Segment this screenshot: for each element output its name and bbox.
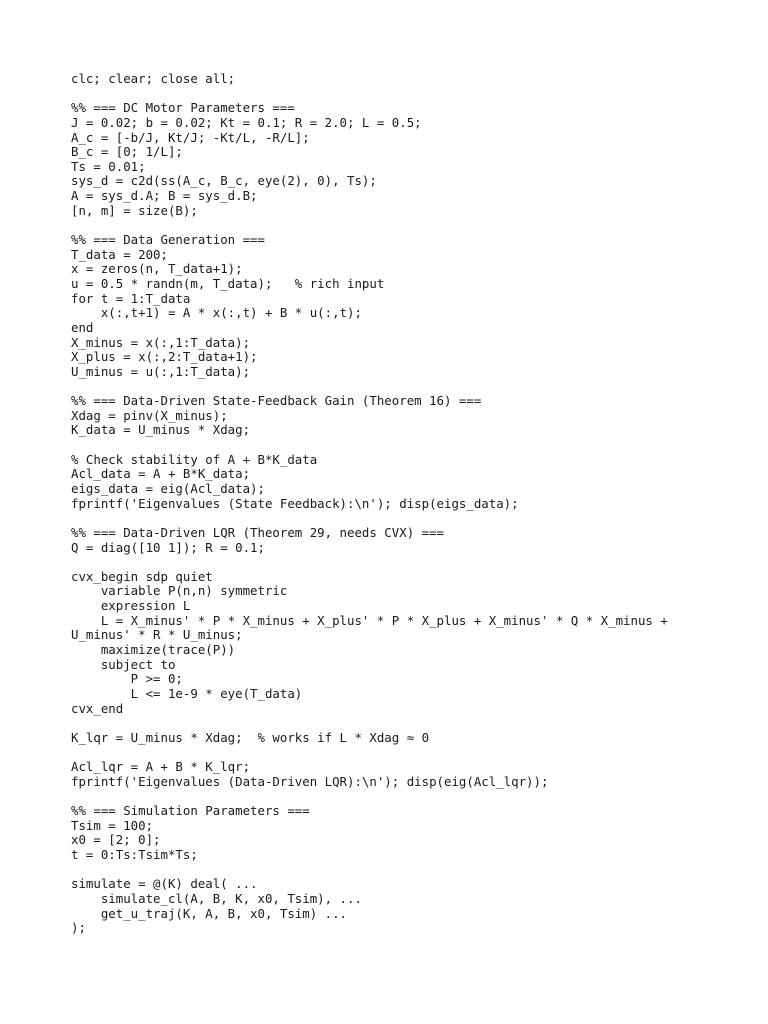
code-line: %% === Data Generation === <box>71 232 265 248</box>
code-line: x0 = [2; 0]; <box>71 832 161 848</box>
code-line: K_lqr = U_minus * Xdag; % works if L * Xdag ≈ 0 <box>71 729 430 745</box>
code-line: simulate = @(K) deal( ... <box>71 876 258 892</box>
code-line: t = 0:Ts:Tsim*Ts; <box>71 846 198 862</box>
code-line: A_c = [-b/J, Kt/J; -Kt/L, -R/L]; <box>71 129 310 145</box>
code-line: fprintf('Eigenvalues (State Feedback):\n'); disp(eigs_data); <box>71 495 519 511</box>
code-line: L <= 1e-9 * eye(T_data) <box>71 685 303 701</box>
code-line: Tsim = 100; <box>71 817 154 833</box>
code-line: X_plus = x(:,2:T_data+1); <box>71 349 258 365</box>
code-line: T_data = 200; <box>71 246 168 262</box>
code-line: Q = diag([10 1]); R = 0.1; <box>71 539 265 555</box>
code-line: Xdag = pinv(X_minus); <box>71 407 228 423</box>
code-line: end <box>71 319 94 335</box>
code-line: fprintf('Eigenvalues (Data-Driven LQR):\n'); disp(eig(Acl_lqr)); <box>71 773 549 789</box>
code-line: x(:,t+1) = A * x(:,t) + B * u(:,t); <box>71 305 362 321</box>
code-line: get_u_traj(K, A, B, x0, Tsim) ... <box>71 905 348 921</box>
code-line <box>71 745 731 760</box>
code-line: K_data = U_minus * Xdag; <box>71 422 251 438</box>
code-line: cvx_begin sdp quiet <box>71 568 213 584</box>
code-line: eigs_data = eig(Acl_data); <box>71 480 265 496</box>
code-line <box>71 438 731 453</box>
code-line: Acl_lqr = A + B * K_lqr; <box>71 759 251 775</box>
code-line: Acl_data = A + B*K_data; <box>71 466 251 482</box>
code-line: x = zeros(n, T_data+1); <box>71 261 243 277</box>
code-line: clc; clear; close all; <box>71 71 236 86</box>
code-line: %% === Data-Driven State-Feedback Gain (Theorem 16) === <box>71 393 482 409</box>
code-line <box>71 863 731 878</box>
code-line: A = sys_d.A; B = sys_d.B; <box>71 188 258 204</box>
code-line: %% === Simulation Parameters === <box>71 803 310 819</box>
code-line: %% === DC Motor Parameters === <box>71 100 295 116</box>
code-line: B_c = [0; 1/L]; <box>71 144 183 160</box>
code-line <box>71 218 731 233</box>
code-line: sys_d = c2d(ss(A_c, B_c, eye(2), 0), Ts); <box>71 173 377 189</box>
code-line <box>71 379 731 394</box>
code-line: J = 0.02; b = 0.02; Kt = 0.1; R = 2.0; L = 0.5; <box>71 114 422 130</box>
code-line: %% === Data-Driven LQR (Theorem 29, needs CVX) === <box>71 524 444 540</box>
code-line: variable P(n,n) symmetric <box>71 583 288 599</box>
code-line: Ts = 0.01; <box>71 158 146 174</box>
code-line: cvx_end <box>71 700 124 716</box>
code-line: L = X_minus' * P * X_minus + X_plus' * P * X_plus + X_minus' * Q * X_minus + <box>71 612 668 628</box>
code-line: expression L <box>71 598 191 614</box>
code-listing <box>71 72 731 936</box>
code-line <box>71 87 731 102</box>
code-line <box>71 716 731 731</box>
code-line: subject to <box>71 656 176 672</box>
code-line <box>71 511 731 526</box>
code-line: P >= 0; <box>71 671 183 687</box>
code-line <box>71 555 731 570</box>
code-line: ); <box>71 920 86 936</box>
code-line: X_minus = x(:,1:T_data); <box>71 334 251 350</box>
code-line: for t = 1:T_data <box>71 290 191 306</box>
code-line: U_minus' * R * U_minus; <box>71 627 243 643</box>
code-line: simulate_cl(A, B, K, x0, Tsim), ... <box>71 890 362 906</box>
code-line: maximize(trace(P)) <box>71 641 236 657</box>
code-line: U_minus = u(:,1:T_data); <box>71 363 251 379</box>
code-line: u = 0.5 * randn(m, T_data); % rich input <box>71 275 385 291</box>
code-line: [n, m] = size(B); <box>71 202 198 218</box>
code-line: % Check stability of A + B*K_data <box>71 451 318 467</box>
code-line <box>71 789 731 804</box>
